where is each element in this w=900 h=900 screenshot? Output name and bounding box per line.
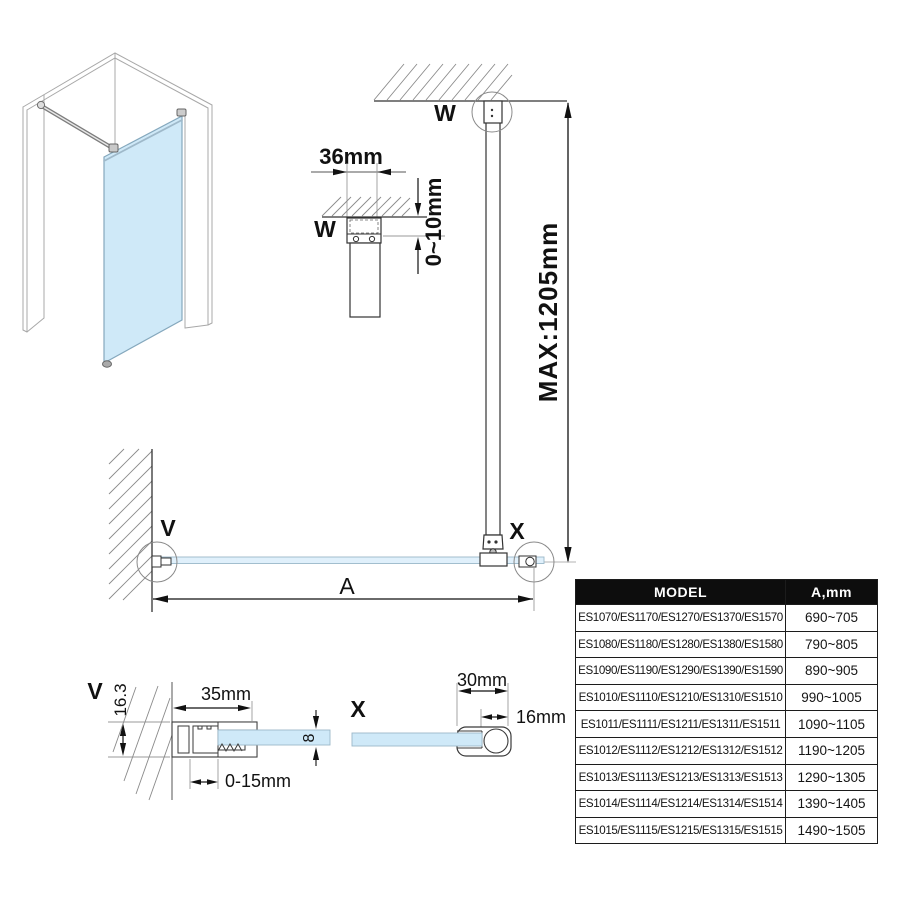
dim-profile-depth: 16.3 (111, 683, 130, 717)
model-cell: ES1070/ES1170/ES1270/ES1370/ES1570 (576, 605, 786, 632)
table-row (576, 684, 878, 711)
a-mm-cell: 890~905 (786, 658, 878, 685)
a-mm-cell: 990~1005 (786, 684, 878, 711)
isometric-view (23, 53, 212, 367)
bar-glass-clamp-isometric (109, 144, 118, 152)
table-row (576, 737, 878, 764)
a-mm-cell: 1290~1305 (786, 764, 878, 791)
label-w-top: W (434, 100, 456, 126)
plan-view (109, 449, 576, 612)
a-mm-cell: 790~805 (786, 631, 878, 658)
model-cell: ES1013/ES1113/ES1213/ES1313/ES1513 (576, 764, 786, 791)
table-row (576, 631, 878, 658)
glass-panel-isometric (104, 116, 182, 363)
table-row (576, 791, 878, 818)
model-cell: ES1012/ES1112/ES1212/ES1312/ES1512 (576, 737, 786, 764)
a-mm-cell: 1190~1205 (786, 737, 878, 764)
model-cell: ES1080/ES1180/ES1280/ES1380/ES1580 (576, 631, 786, 658)
dim-bar-diameter: 16mm (516, 707, 567, 727)
dim-ceiling-gap: 0~10mm (421, 177, 446, 267)
table-row (576, 711, 878, 738)
dim-adjustment-range: 0-15mm (224, 771, 292, 791)
dim-bracket-width: 36mm (319, 144, 383, 169)
wall-bracket-isometric (177, 109, 186, 116)
dim-profile-width: 35mm (200, 684, 252, 704)
label-x-plan: X (509, 518, 525, 544)
column-header-model: MODEL (576, 580, 786, 605)
elevation-view (374, 64, 572, 563)
label-detail-v: V (87, 678, 103, 704)
label-detail-x: X (350, 696, 366, 722)
model-cell: ES1015/ES1115/ES1215/ES1315/ES1515 (576, 817, 786, 844)
dim-glass-thickness: 8 (301, 733, 318, 743)
floor-foot-isometric (103, 361, 112, 367)
table-row (576, 658, 878, 685)
model-cell: ES1011/ES1111/ES1211/ES1311/ES1511 (576, 711, 786, 738)
support-bar-isometric (37, 101, 114, 149)
dim-max-height: MAX:1205mm (533, 221, 563, 403)
dim-holder-length: 30mm (456, 670, 508, 690)
table-row (576, 605, 878, 632)
dim-width-a: A (339, 573, 355, 599)
model-cell: ES1014/ES1114/ES1214/ES1314/ES1514 (576, 791, 786, 818)
detail-v-drawing (87, 678, 330, 800)
detail-w-drawing (311, 144, 446, 317)
model-cell: ES1010/ES1110/ES1210/ES1310/ES1510 (576, 684, 786, 711)
a-mm-cell: 1490~1505 (786, 817, 878, 844)
table-header-row (576, 580, 878, 605)
table-row (576, 764, 878, 791)
detail-x-drawing (350, 670, 566, 756)
model-cell: ES1090/ES1190/ES1290/ES1390/ES1590 (576, 658, 786, 685)
a-mm-cell: 690~705 (786, 605, 878, 632)
a-mm-cell: 1390~1405 (786, 791, 878, 818)
label-v-plan: V (160, 515, 176, 541)
model-table (575, 579, 877, 844)
a-mm-cell: 1090~1105 (786, 711, 878, 738)
label-detail-w: W (314, 216, 336, 242)
support-bar-elevation (486, 102, 500, 535)
table-row (576, 817, 878, 844)
glass-edge-x-detail (352, 733, 482, 746)
column-header-a-mm: A,mm (786, 580, 878, 605)
